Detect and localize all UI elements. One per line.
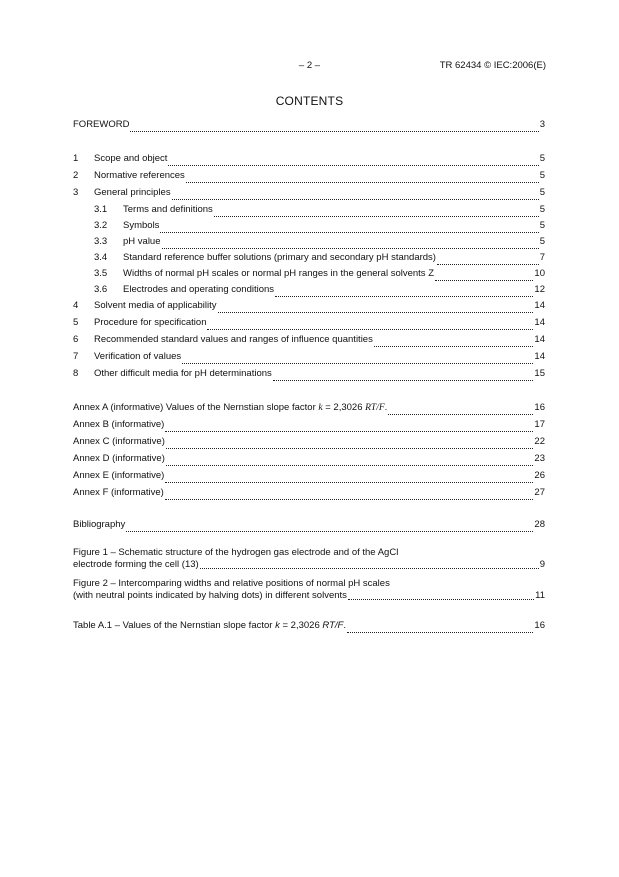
toc-entry-annex-d[interactable]: [73, 453, 545, 465]
toc-entry-section-5[interactable]: [73, 317, 545, 329]
toc-entry-annex-a[interactable]: [73, 402, 545, 414]
toc-entry-title: Recommended standard values and ranges of influence quantities: [94, 334, 373, 345]
toc-entry-section-6[interactable]: [73, 334, 545, 346]
dot-leader: [214, 208, 539, 217]
dot-leader: [348, 591, 534, 600]
dot-leader: [172, 191, 539, 200]
dot-leader: [347, 624, 533, 633]
toc-entry-title-continued: (with neutral points indicated by halving dots) in different solvents: [73, 590, 347, 601]
toc-entry-page: 17: [534, 419, 545, 430]
section-number: 5: [73, 317, 79, 328]
toc-entry-page: 14: [534, 351, 545, 362]
dot-leader: [275, 288, 533, 297]
toc-entry-annex-e[interactable]: [73, 470, 545, 482]
toc-entry-table-a1[interactable]: [73, 620, 545, 632]
toc-entry-title: Verification of values: [94, 351, 182, 362]
toc-entry-section-1[interactable]: [73, 153, 545, 165]
dot-leader: [130, 123, 538, 132]
toc-entry-annex-c[interactable]: [73, 436, 545, 448]
section-number: 3.3: [94, 236, 108, 247]
toc-entry-title: Symbols: [123, 220, 160, 231]
section-number: 4: [73, 300, 79, 311]
toc-entry-section-3-2[interactable]: [73, 220, 545, 232]
section-number: 3.2: [94, 220, 108, 231]
dot-leader: [435, 272, 533, 281]
toc-entry-figure-1[interactable]: [73, 547, 545, 570]
toc-entry-page: 12: [534, 284, 545, 295]
section-number: 7: [73, 351, 79, 362]
toc-entry-section-3-5[interactable]: [73, 268, 545, 280]
toc-entry-section-3[interactable]: [73, 187, 545, 199]
document-id: TR 62434 © IEC:2006(E): [439, 60, 546, 71]
toc-entry-title: Bibliography: [73, 519, 126, 530]
toc-entry-page: 5: [539, 153, 545, 164]
toc-entry-page: 9: [539, 559, 545, 570]
section-number: 3: [73, 187, 79, 198]
toc-entry-title: Annex D (informative): [73, 453, 165, 464]
toc-entry-title: Annex A (informative) Values of the Nernstian slope factor k = 2,3026 RT/F.: [73, 402, 388, 413]
toc-entry-page: 15: [534, 368, 545, 379]
dot-leader: [166, 440, 534, 449]
toc-entry-foreword[interactable]: [73, 119, 545, 131]
toc-entry-page: 16: [534, 620, 545, 631]
dot-leader: [162, 240, 539, 249]
dot-leader: [374, 338, 534, 347]
toc-entry-section-3-6[interactable]: [73, 284, 545, 296]
section-number: 3.1: [94, 204, 108, 215]
toc-entry-title: Procedure for specification: [94, 317, 207, 328]
toc-entry-page: 5: [539, 236, 545, 247]
toc-entry-section-7[interactable]: [73, 351, 545, 363]
toc-entry-title: Terms and definitions: [123, 204, 213, 215]
toc-entry-page: 11: [535, 590, 545, 601]
toc-entry-section-3-4[interactable]: [73, 252, 545, 264]
toc-entry-title-continued: electrode forming the cell (13): [73, 559, 199, 570]
toc-entry-title: Figure 2 – Intercomparing widths and relative positions of normal pH scales: [73, 578, 390, 589]
dot-leader: [165, 423, 533, 432]
toc-entry-title: pH value: [123, 236, 161, 247]
toc-entry-page: 5: [539, 204, 545, 215]
toc-entry-page: 23: [534, 453, 545, 464]
toc-entry-title: Annex C (informative): [73, 436, 165, 447]
dot-leader: [166, 457, 534, 466]
toc-entry-title: Annex B (informative): [73, 419, 165, 430]
section-number: 3.5: [94, 268, 108, 279]
dot-leader: [437, 256, 539, 265]
toc-entry-page: 14: [534, 300, 545, 311]
toc-entry-title: Annex F (informative): [73, 487, 164, 498]
contents-title: CONTENTS: [275, 94, 344, 108]
dot-leader: [126, 523, 533, 532]
dot-leader: [160, 224, 538, 233]
toc-entry-title: Figure 1 – Schematic structure of the hydrogen gas electrode and of the AgCl: [73, 547, 399, 558]
dot-leader: [182, 355, 533, 364]
toc-entry-page: 5: [539, 220, 545, 231]
toc-entry-page: 26: [534, 470, 545, 481]
page-header: [0, 60, 619, 74]
toc-entry-annex-b[interactable]: [73, 419, 545, 431]
toc-entry-page: 14: [534, 317, 545, 328]
section-number: 1: [73, 153, 79, 164]
toc-entry-page: 22: [534, 436, 545, 447]
toc-entry-page: 27: [534, 487, 545, 498]
dot-leader: [186, 174, 539, 183]
toc-entry-page: 14: [534, 334, 545, 345]
page-number: – 2 –: [298, 60, 321, 71]
toc-entry-figure-2[interactable]: [73, 578, 545, 601]
dot-leader: [165, 491, 534, 500]
toc-entry-title: Solvent media of applicability: [94, 300, 217, 311]
toc-entry-section-3-3[interactable]: [73, 236, 545, 248]
toc-entry-page: 3: [539, 119, 545, 130]
dot-leader: [207, 321, 533, 330]
toc-entry-title: Table A.1 – Values of the Nernstian slope factor k = 2,3026 RT/F.: [73, 620, 346, 631]
dot-leader: [168, 157, 538, 166]
toc-entry-title: Normative references: [94, 170, 185, 181]
toc-entry-page: 16: [534, 402, 545, 413]
toc-entry-page: 10: [534, 268, 545, 279]
toc-entry-section-3-1[interactable]: [73, 204, 545, 216]
dot-leader: [165, 474, 533, 483]
toc-entry-annex-f[interactable]: [73, 487, 545, 499]
toc-entry-page: 28: [534, 519, 545, 530]
section-number: 2: [73, 170, 79, 181]
section-number: 3.4: [94, 252, 108, 263]
toc-entry-page: 7: [539, 252, 545, 263]
section-number: 8: [73, 368, 79, 379]
toc-entry-page: 5: [539, 187, 545, 198]
toc-entry-section-4[interactable]: [73, 300, 545, 312]
dot-leader: [388, 406, 533, 415]
section-number: 3.6: [94, 284, 108, 295]
section-number: 6: [73, 334, 79, 345]
toc-entry-title: Annex E (informative): [73, 470, 165, 481]
toc-entry-title: Scope and object: [94, 153, 168, 164]
toc-entry-page: 5: [539, 170, 545, 181]
toc-entry-section-8[interactable]: [73, 368, 545, 380]
toc-entry-title: General principles: [94, 187, 171, 198]
toc-entry-title: Widths of normal pH scales or normal pH ranges in the general solvents Z: [123, 268, 434, 279]
toc-entry-section-2[interactable]: [73, 170, 545, 182]
toc-entry-bibliography[interactable]: [73, 519, 545, 531]
toc-entry-title: Electrodes and operating conditions: [123, 284, 275, 295]
toc-entry-title: FOREWORD: [73, 119, 130, 130]
dot-leader: [273, 372, 534, 381]
dot-leader: [218, 304, 534, 313]
toc-entry-title: Standard reference buffer solutions (primary and secondary pH standards): [123, 252, 436, 263]
toc-entry-title: Other difficult media for pH determinations: [94, 368, 272, 379]
dot-leader: [200, 560, 539, 569]
